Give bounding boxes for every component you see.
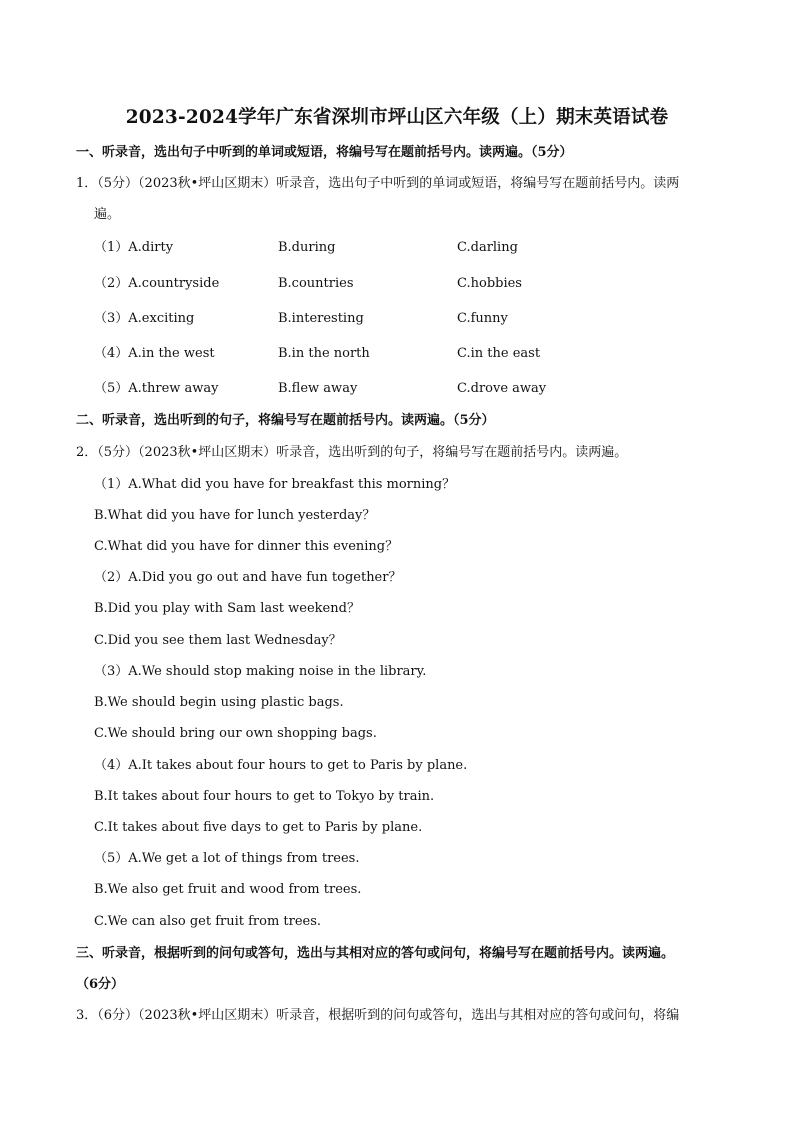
q2-item-3-option-c: C.We should bring our own shopping bags.: [94, 726, 377, 741]
q2-item-3-option-a: （3）A.We should stop making noise in the library.: [94, 664, 427, 679]
q1-item-5-option-b: B.flew away: [278, 381, 358, 396]
q2-item-3-option-b: B.We should begin using plastic bags.: [94, 695, 344, 710]
q3-stem: 3．（6分）（2023秋•坪山区期末）听录音，根据听到的问句或答句，选出与其相对应的答句或问句，将编: [76, 1008, 680, 1023]
section-3-heading-line2: （6分）: [76, 977, 125, 992]
q1-item-4-option-c: C.in the east: [457, 346, 541, 361]
q2-item-5-option-b: B.We also get fruit and wood from trees.: [94, 882, 362, 897]
q2-item-4-option-b: B.It takes about four hours to get to Tokyo by train.: [94, 789, 435, 804]
q1-item-5-option-c: C.drove away: [457, 381, 547, 396]
q1-item-3-option-b: B.interesting: [278, 311, 364, 326]
q2-item-5-option-c: C.We can also get fruit from trees.: [94, 914, 322, 929]
q2-item-2-option-a: （2）A.Did you go out and have fun together？: [94, 570, 402, 585]
q2-item-1-option-c: C.What did you have for dinner this evening？: [94, 539, 399, 554]
q2-item-1-option-a: （1）A.What did you have for breakfast this morning？: [94, 477, 456, 492]
q2-stem: 2．（5分）（2023秋•坪山区期末）听录音，选出听到的句子，将编号写在题前括号内。读两遍。: [76, 445, 628, 460]
q1-item-1-option-a: （1）A.dirty: [94, 240, 174, 255]
q2-item-1-option-b: B.What did you have for lunch yesterday？: [94, 508, 376, 523]
q2-item-2-option-b: B.Did you play with Sam last weekend？: [94, 601, 360, 616]
page-title: 2023-2024学年广东省深圳市坪山区六年级（上）期末英语试卷: [125, 107, 669, 128]
q1-item-4-option-b: B.in the north: [278, 346, 370, 361]
q2-item-4-option-a: （4）A.It takes about four hours to get to Paris by plane.: [94, 758, 468, 773]
q1-stem-line1: 1．（5分）（2023秋•坪山区期末）听录音，选出句子中听到的单词或短语，将编号写在题前括号内。读两: [76, 176, 680, 191]
q2-item-2-option-c: C.Did you see them last Wednesday？: [94, 633, 342, 648]
q2-item-4-option-c: C.It takes about five days to get to Paris by plane.: [94, 820, 423, 835]
q1-item-2-option-b: B.countries: [278, 276, 354, 291]
q1-item-2-option-c: C.hobbies: [457, 276, 522, 291]
q1-stem-line2: 遍。: [94, 207, 121, 222]
section-1-heading: 一、听录音，选出句子中听到的单词或短语，将编号写在题前括号内。读两遍。（5分）: [76, 145, 573, 160]
section-3-heading-line1: 三、听录音，根据听到的问句或答句，选出与其相对应的答句或问句，将编号写在题前括号内。读两遍。: [76, 946, 675, 961]
q1-item-3-option-a: （3）A.exciting: [94, 311, 195, 326]
q1-item-1-option-c: C.darling: [457, 240, 518, 255]
q1-item-3-option-c: C.funny: [457, 311, 508, 326]
q1-item-5-option-a: （5）A.threw away: [94, 381, 219, 396]
q1-item-1-option-b: B.during: [278, 240, 336, 255]
q2-item-5-option-a: （5）A.We get a lot of things from trees.: [94, 851, 360, 866]
section-2-heading: 二、听录音，选出听到的句子，将编号写在题前括号内。读两遍。（5分）: [76, 413, 495, 428]
q1-item-4-option-a: （4）A.in the west: [94, 346, 215, 361]
q1-item-2-option-a: （2）A.countryside: [94, 276, 220, 291]
